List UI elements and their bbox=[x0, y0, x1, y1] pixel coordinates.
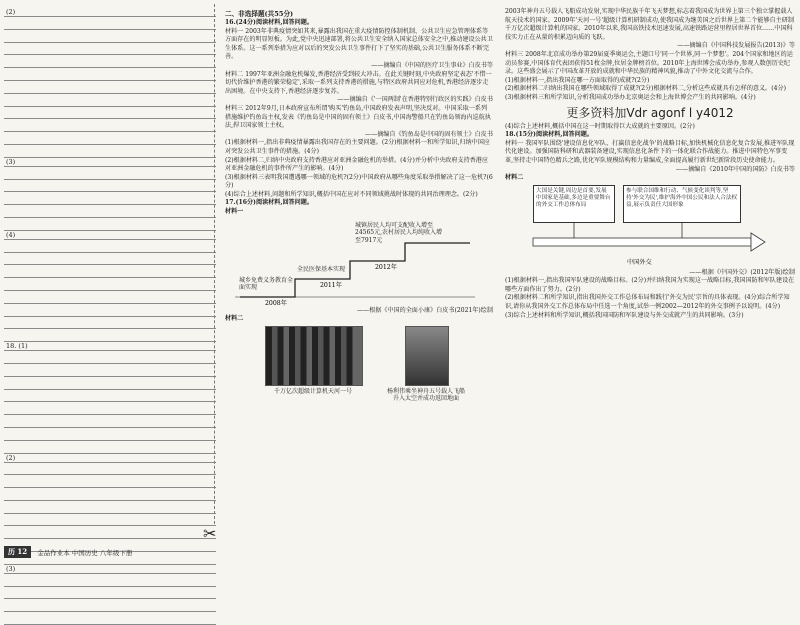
q16-question-3: (3)根据材料三表明我国遭遇哪一领域的危机?(2分)中国政府从哪些角度采取举措解决了这一危机?(6分) bbox=[225, 173, 493, 190]
q16-material-3: 材料三 2012年9月,日本政府宣布所谓'购买'钓鱼岛,中国政府发表声明,坚决反对。中国采取一系列措施维护钓鱼岛主权,发表《钓鱼岛是中国的固有领土》白皮书,中国海警船只在钓鱼岛领海内巡航执法,捍卫国家领土主权。 bbox=[225, 104, 491, 130]
question-column-right bbox=[505, 8, 795, 320]
q17-question-1: (1)根据材料一,指出我国在哪一方面取得的成就?(2分) bbox=[505, 76, 650, 84]
q17-question-2: (2)根据材料二归纳出我国在哪些领域取得了成就?(2分)根据材料二,分析这些成就具有怎样的意义。(4分) bbox=[505, 85, 786, 93]
q16-question-2: (2)根据材料二,归纳中央政府支持香港应对亚洲金融危机的举措。(4分)并分析中央政府支持香港应对亚洲金融危机的事件所产生的影响。(4分) bbox=[225, 156, 488, 173]
diplomacy-diagram bbox=[505, 185, 795, 269]
step-text: 城乡免费义务教育全面实现 bbox=[239, 276, 294, 292]
q17-material-2-source: ——摘编自《中国科技发展报告(2013)》等 bbox=[677, 42, 795, 50]
q16-question-1: (1)根据材料一,指出非典疫情暴露出我国存在的主要问题。(2分)根据材料一和所学知识,归纳中国应对突发公共卫生事件的措施。(4分) bbox=[225, 139, 490, 155]
q18-question-2: (2)根据材料二和所学知识,指出我国外交工作总体布局和践行'外交为民'宗旨的具体表现。(4分)综合所学知识,请你从我国外交工作总体布局中任选一个角度,试举一例2002—2012年的外交事例予以说明。(4分) bbox=[505, 294, 790, 311]
step-year: 2008年 bbox=[265, 299, 287, 307]
answer-lines[interactable] bbox=[4, 16, 216, 158]
page-number: 历 12 bbox=[4, 546, 31, 558]
answer-label: (2) bbox=[6, 453, 16, 462]
cut-line bbox=[214, 4, 215, 524]
answer-lines[interactable] bbox=[4, 239, 216, 342]
q16-material-1: 材料一 2003年非典疫情突如其来,暴露出我国在重大疫情防控体制机制、公共卫生应急管理体系等方面存在的明显短板。为此,党中央迅速部署,将公共卫生安全纳入国家总体安全之中,推动建设公共卫生体系。这一系列举措为应对以后的突发公共卫生事件打下了坚实的基础,公共卫生服务体系不断完善。 bbox=[225, 27, 493, 61]
supercomputer-caption: 千万亿次超级计算机天河一号 bbox=[273, 387, 352, 395]
page-footer bbox=[4, 546, 142, 558]
timeline-arrowhead bbox=[751, 233, 765, 251]
watermark-text: 更多资料加Vdr agonf l y4012 bbox=[566, 105, 734, 120]
section-title: 二、非选择题(共55分) bbox=[225, 10, 294, 18]
q17-material-2-text: 2003年神舟五号载人飞船成功发射,实现中华民族千年飞天梦想,标志着我国成为世界上第三个独立掌握载人航天技术的国家。2009年'天河一号'超级计算机研制成功,使我国成为继美国之后世界上第二个能够自主研制千万亿次超级计算机的国家。2010年以来,我国高铁技术迅速发展,高速铁路运营里程居世界首位……中国科技实力正在从量的积累迈向质的飞跃。 bbox=[505, 8, 794, 41]
answer-column bbox=[4, 8, 216, 625]
step-text: 城镇居民人均可支配收入增至24565元,农村居民人均纯收入增至7917元 bbox=[355, 221, 442, 244]
q18-material-1: 材料一 我国军队围绕'建设信息化军队、打赢信息化战争'的战略目标,加快机械化信息化复合发展,推进军队现代化建设。加强国防科研和武器装备建设,实现信息化条件下的一体化联合作战能力。推进中国特色军事变革,坚持走中国特色精兵之路,优化军队规模结构和力量编成,全面提高履行新世纪新阶段历史使命能力。 bbox=[505, 139, 795, 164]
answer-lines[interactable] bbox=[4, 350, 216, 453]
answer-label: 18. (1) bbox=[6, 342, 28, 351]
q16-material-2-source: ——摘编自《'一国两制'在香港特别行政区的实践》白皮书 bbox=[337, 96, 493, 104]
photo-row bbox=[225, 324, 493, 416]
staircase-diagram bbox=[225, 219, 493, 307]
answer-label: (2) bbox=[6, 8, 16, 16]
q18-question-1: (1)根据材料一,指出我国军队建设的战略目标。(2分)并归纳我国为实现这一战略目标,我国国防和军队建设在哪些方面作出了努力。(2分) bbox=[505, 277, 795, 293]
step-year: 2012年 bbox=[375, 263, 397, 271]
q16-question-4: (4)综合上述材料,问题和所学知识,概括中国在应对不同领域挑战时体现的共同治理理念。(2分) bbox=[225, 190, 478, 198]
answer-lines[interactable] bbox=[4, 573, 216, 625]
q16-material-1-source: ——摘编自《中国的医疗卫生事业》白皮书等 bbox=[371, 61, 493, 69]
astronaut-caption: 杨利伟乘坐神舟五号载人飞船升入太空并成功返回地面 bbox=[386, 387, 465, 403]
q17-header: 17.(16分)阅读材料,回答问题。 bbox=[225, 199, 313, 207]
answer-lines[interactable] bbox=[4, 166, 216, 231]
book-title: 金品作业本 中国历史 八年级下册 bbox=[37, 548, 133, 557]
q16-material-2: 材料二 1997年亚洲金融危机爆发,香港经济受到较大冲击。在此关键时刻,中央政府坚定表态'不惜一切代价维护香港的繁荣稳定',采取一系列支持香港的措施,与特区政府共同应对危机,香港经济逐步走出困境。在中央支持下,香港经济逐步复苏。 bbox=[225, 70, 492, 95]
step-year: 2011年 bbox=[320, 281, 342, 289]
q17-question-4: (4)综合上述材料,概括中国在这一时期取得巨大成就的主要原因。(2分) bbox=[505, 122, 695, 130]
scissors-icon: ✂ bbox=[203, 524, 217, 543]
q18-question-3: (3)综合上述材料和所学知识,概括我国国防和军队建设与外交成就产生的共同影响。(3分) bbox=[505, 311, 744, 319]
q18-material-2-label: 材料二 bbox=[505, 174, 524, 182]
diagram-box-right: 参与联合国维和行动、气候变化谈判等,坚持'外交为民',维护海外中国公民和法人合法权益,展示负责任大国形象 bbox=[623, 185, 741, 223]
answer-label: (3) bbox=[6, 564, 16, 573]
q18-material-1-source: ——摘编自《2010年中国的国防》白皮书等 bbox=[675, 165, 795, 173]
question-column-middle bbox=[225, 8, 493, 416]
q18-header: 18.(15分)阅读材料,回答问题。 bbox=[505, 131, 593, 139]
timeline-bar bbox=[533, 238, 751, 246]
q17-question-3: (3)根据材料三和所学知识,分析我国成功举办北京奥运会和上海世博会产生的共同影响。(4分) bbox=[505, 93, 756, 101]
q17-material-1-source: ——根据《中国的全面小康》白皮书(2021年)绘制 bbox=[356, 306, 493, 314]
q18-material-2-source: ——根据《中国外交》(2012年版)绘制 bbox=[689, 268, 795, 276]
q17-material-3: 材料三 2008年北京成功举办第29届夏季奥运会,主题口号'同一个世界,同一个梦想'。204个国家和地区的运动员参赛,中国体育代表团获得51枚金牌,位居金牌榜首位。2010年上海世博会成功举办,参观人数创历史纪录。这些盛会展示了中国改革开放的成就和中华民族的精神风貌,推动了中外文化交流与合作。 bbox=[505, 50, 793, 76]
q17-material-2-label: 材料二 bbox=[225, 315, 244, 323]
q16-header: 16.(24分)阅读材料,回答问题。 bbox=[225, 19, 313, 26]
diagram-box-left: 大国是关键,周边是首要,发展中国家是基础,多边是重要舞台的外交工作总体布局 bbox=[533, 185, 615, 223]
q16-material-3-source: ——摘编自《钓鱼岛是中国的固有领土》白皮书 bbox=[365, 130, 493, 138]
supercomputer-photo bbox=[265, 326, 363, 386]
q17-material-1-label: 材料一 bbox=[225, 208, 244, 216]
diagram-axis-label: 中国外交 bbox=[627, 258, 652, 266]
answer-label: (3) bbox=[6, 157, 16, 166]
astronaut-photo bbox=[405, 326, 449, 386]
diagram-arrow-svg bbox=[505, 185, 795, 269]
step-text: 全民医保基本实现 bbox=[297, 265, 346, 273]
answer-label: (4) bbox=[6, 230, 16, 239]
